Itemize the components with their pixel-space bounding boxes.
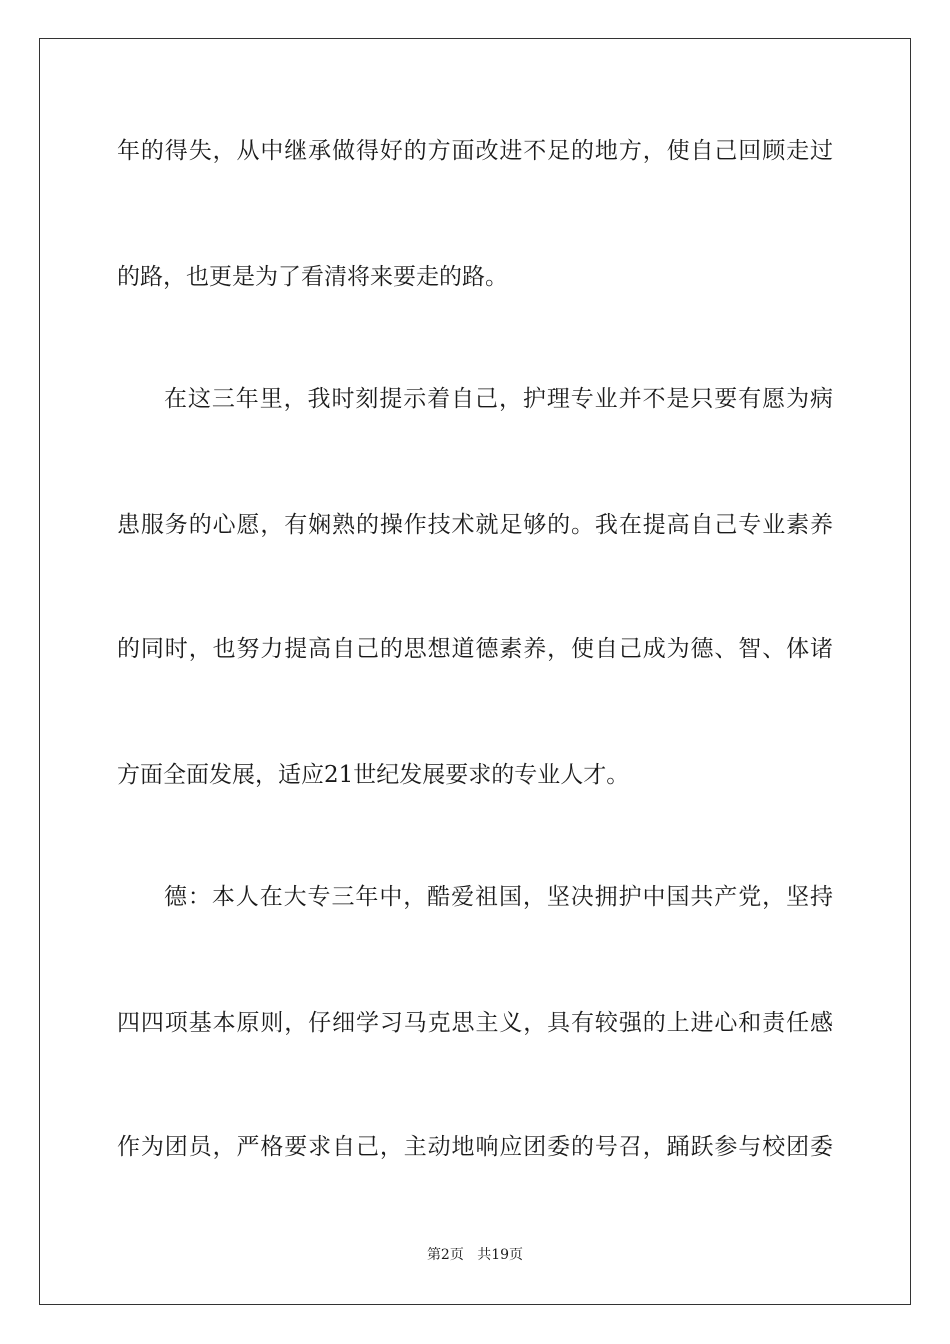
- page-number: 第2页: [426, 1247, 464, 1263]
- text-line: 患服务的心愿，有娴熟的操作技术就足够的。我在提高自己专业素养: [117, 512, 833, 538]
- text-line: 方面全面发展，适应21世纪发展要求的专业人才。: [117, 762, 630, 788]
- paragraph-first-line: 在这三年里，我时刻提示着自己，护理专业并不是只要有愿为病: [164, 386, 833, 412]
- text-line: 年的得失，从中继承做得好的方面改进不足的地方，使自己回顾走过: [117, 138, 833, 164]
- total-pages: 共19页: [477, 1247, 524, 1263]
- page-border: [39, 38, 911, 1305]
- paragraph-first-line: 德：本人在大专三年中，酷爱祖国，坚决拥护中国共产党，坚持: [164, 884, 833, 910]
- text-line: 的路，也更是为了看清将来要走的路。: [117, 264, 508, 290]
- text-line: 四四项基本原则，仔细学习马克思主义，具有较强的上进心和责任感: [117, 1010, 833, 1036]
- text-line: 的同时，也努力提高自己的思想道德素养，使自己成为德、智、体诸: [117, 636, 833, 662]
- page-footer: [0, 1245, 950, 1265]
- text-line: 作为团员，严格要求自己，主动地响应团委的号召，踊跃参与校团委: [117, 1134, 833, 1160]
